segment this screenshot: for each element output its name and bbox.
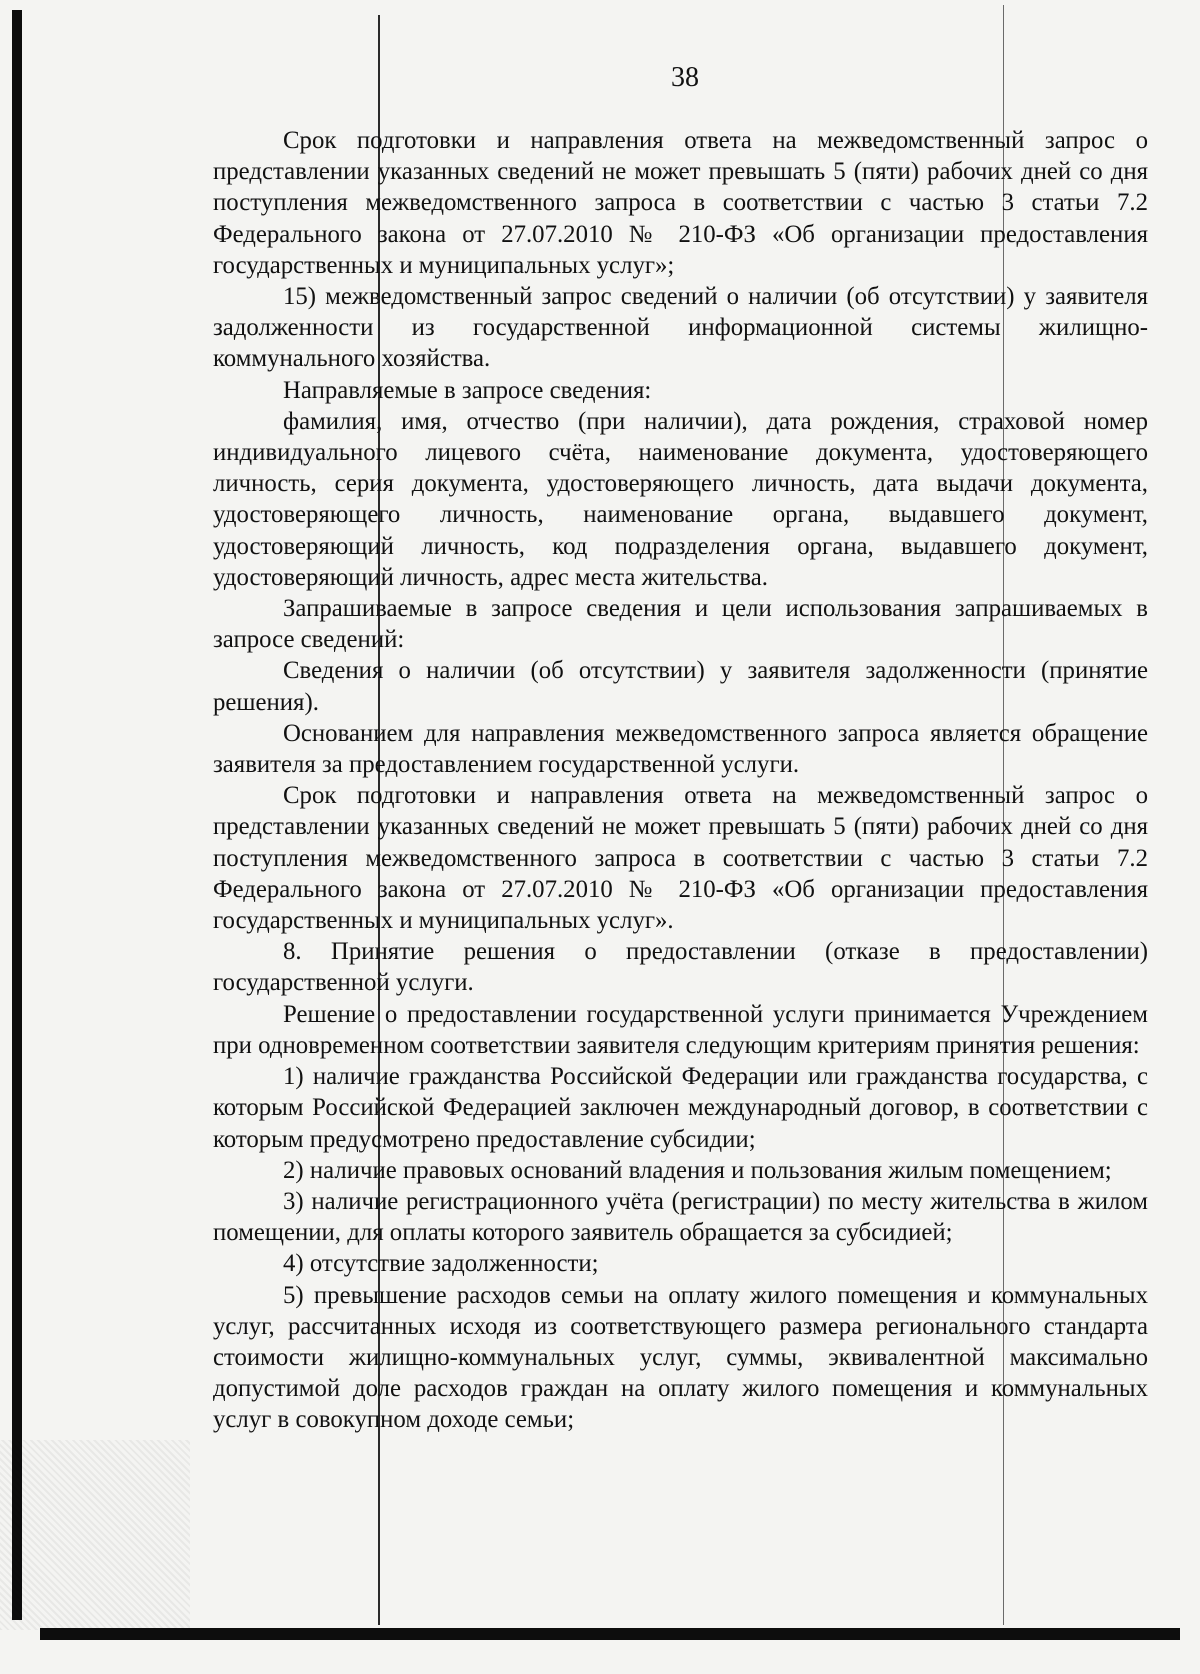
scan-edge-left — [12, 10, 22, 1620]
paragraph: Запрашиваемые в запросе сведения и цели использования запрашиваемых в запросе сведений: — [213, 595, 1148, 654]
paragraph: Сведения о наличии (об отсутствии) у заявителя задолженности (принятие решения). — [213, 657, 1148, 716]
paragraph: фамилия, имя, отчество (при наличии), дата рождения, страховой номер индивидуального лицевого счёта, наименование документа, удостоверяющего личность, серия документа, удостоверяющего личность, дата выдачи документа, удостоверяющего личность, наименование органа, выдавшего документ, удостоверяющий личность, код подразделения органа, выдавшего документ, удостоверяющий личность, адрес места жительства. — [213, 407, 1148, 591]
page-number: 38 — [671, 62, 699, 93]
list-item: 2) наличие правовых оснований владения и пользования жилым помещением; — [283, 1156, 1112, 1184]
paragraph: Направляемые в запросе сведения: — [283, 376, 652, 404]
list-item: 5) превышение расходов семьи на оплату жилого помещения и коммунальных услуг, рассчитанных исходя из соответствующего размера регионального стандарта стоимости жилищно-коммунальных услуг, суммы, эквивалентной максимально допустимой доле расходов граждан на оплату жилого помещения и коммунальных услуг в совокупном доходе семьи; — [213, 1281, 1148, 1434]
list-item: 1) наличие гражданства Российской Федерации или гражданства государства, с которым Российской Федерацией заключен международный договор, в соответствии с которым предусмотрено предоставление субсидии; — [213, 1063, 1148, 1153]
document-body — [213, 125, 1148, 1436]
paragraph: 15) межведомственный запрос сведений о наличии (об отсутствии) у заявителя задолженности из государственной информационной системы жилищно-коммунального хозяйства. — [213, 283, 1148, 373]
list-item: 3) наличие регистрационного учёта (регистрации) по месту жительства в жилом помещении, для оплаты которого заявитель обращается за субсидией; — [213, 1187, 1148, 1247]
list-item: 4) отсутствие задолженности; — [283, 1250, 599, 1278]
paragraph: Основанием для направления межведомственного запроса является обращение заявителя за предоставлением государственной услуги. — [213, 719, 1148, 779]
paragraph: Решение о предоставлении государственной услуги принимается Учреждением при одновременном соответствии заявителя следующим критериям принятия решения: — [213, 1000, 1148, 1059]
scan-edge-bottom — [40, 1628, 1180, 1640]
section-heading: 8. Принятие решения о предоставлении (отказе в предоставлении) государственной услуги. — [213, 938, 1148, 997]
paragraph: Срок подготовки и направления ответа на межведомственный запрос о представлении указанных сведений не может превышать 5 (пяти) рабочих дней со дня поступления межведомственного запроса в соответствии с частью 3 статьи 7.2 Федерального закона от 27.07.2010 № 210-ФЗ «Об организации предоставления государственных и муниципальных услуг»; — [213, 127, 1148, 279]
paragraph: Срок подготовки и направления ответа на межведомственный запрос о представлении указанных сведений не может превышать 5 (пяти) рабочих дней со дня поступления межведомственного запроса в соответствии с частью 3 статьи 7.2 Федерального закона от 27.07.2010 № 210-ФЗ «Об организации предоставления государственных и муниципальных услуг». — [213, 782, 1148, 935]
scan-noise — [0, 1440, 190, 1630]
